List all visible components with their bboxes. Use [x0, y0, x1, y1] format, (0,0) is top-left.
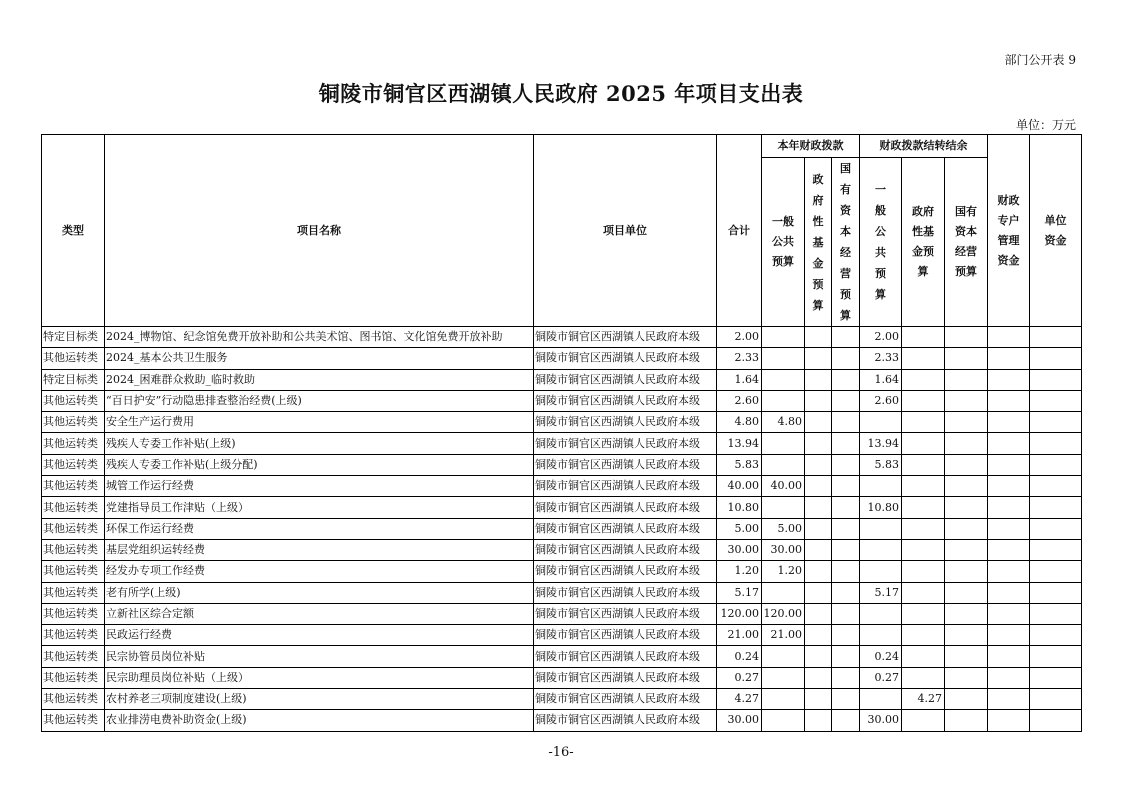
cell-type: 其他运转类 — [42, 646, 105, 667]
cell-current-fund — [805, 603, 832, 624]
header-carryover-group: 财政拨款结转结余 — [860, 135, 988, 158]
cell-project-name: 民政运行经费 — [105, 625, 534, 646]
cell-current-state-capital — [832, 582, 860, 603]
cell-current-fund — [805, 710, 832, 731]
cell-current-state-capital — [832, 603, 860, 624]
cell-project-name: 基层党组织运转经费 — [105, 539, 534, 560]
header-carry-general: 一般公共预算 — [860, 158, 902, 327]
cell-total: 0.27 — [717, 667, 762, 688]
cell-own-funds — [1030, 369, 1082, 390]
cell-special-account — [988, 561, 1030, 582]
cell-own-funds — [1030, 625, 1082, 646]
cell-carry-general — [860, 689, 902, 710]
cell-carry-state-capital — [945, 603, 988, 624]
cell-carry-state-capital — [945, 412, 988, 433]
cell-current-general — [762, 433, 805, 454]
cell-carry-state-capital — [945, 327, 988, 348]
cell-current-fund — [805, 390, 832, 411]
cell-current-state-capital — [832, 476, 860, 497]
cell-type: 特定目标类 — [42, 369, 105, 390]
cell-own-funds — [1030, 603, 1082, 624]
cell-current-general — [762, 454, 805, 475]
cell-own-funds — [1030, 433, 1082, 454]
header-project-name: 项目名称 — [105, 135, 534, 327]
cell-type: 其他运转类 — [42, 518, 105, 539]
cell-project-unit: 铜陵市铜官区西湖镇人民政府本级 — [534, 646, 717, 667]
header-project-unit: 项目单位 — [534, 135, 717, 327]
cell-own-funds — [1030, 710, 1082, 731]
cell-current-state-capital — [832, 667, 860, 688]
cell-carry-state-capital — [945, 539, 988, 560]
cell-current-fund — [805, 369, 832, 390]
cell-carry-state-capital — [945, 667, 988, 688]
cell-project-name: 立新社区综合定额 — [105, 603, 534, 624]
header-total: 合计 — [717, 135, 762, 327]
table-row — [42, 327, 1082, 348]
cell-carry-fund — [902, 433, 945, 454]
cell-project-unit: 铜陵市铜官区西湖镇人民政府本级 — [534, 476, 717, 497]
cell-current-state-capital — [832, 497, 860, 518]
cell-carry-fund: 4.27 — [902, 689, 945, 710]
cell-project-unit: 铜陵市铜官区西湖镇人民政府本级 — [534, 603, 717, 624]
table-row — [42, 582, 1082, 603]
cell-own-funds — [1030, 327, 1082, 348]
cell-current-state-capital — [832, 412, 860, 433]
cell-own-funds — [1030, 689, 1082, 710]
cell-current-state-capital — [832, 518, 860, 539]
cell-special-account — [988, 689, 1030, 710]
cell-project-unit: 铜陵市铜官区西湖镇人民政府本级 — [534, 454, 717, 475]
cell-project-unit: 铜陵市铜官区西湖镇人民政府本级 — [534, 710, 717, 731]
cell-project-unit: 铜陵市铜官区西湖镇人民政府本级 — [534, 348, 717, 369]
cell-type: 特定目标类 — [42, 327, 105, 348]
cell-own-funds — [1030, 476, 1082, 497]
cell-special-account — [988, 603, 1030, 624]
cell-total: 40.00 — [717, 476, 762, 497]
cell-current-state-capital — [832, 625, 860, 646]
cell-own-funds — [1030, 667, 1082, 688]
cell-current-state-capital — [832, 689, 860, 710]
cell-total: 2.00 — [717, 327, 762, 348]
table-row — [42, 348, 1082, 369]
cell-carry-fund — [902, 561, 945, 582]
cell-current-fund — [805, 625, 832, 646]
cell-project-unit: 铜陵市铜官区西湖镇人民政府本级 — [534, 433, 717, 454]
cell-carry-fund — [902, 646, 945, 667]
cell-carry-state-capital — [945, 454, 988, 475]
cell-total: 13.94 — [717, 433, 762, 454]
cell-carry-fund — [902, 539, 945, 560]
cell-project-name: 党建指导员工作津贴（上级） — [105, 497, 534, 518]
cell-current-general — [762, 646, 805, 667]
table-number-label: 部门公开表 9 — [1004, 53, 1076, 67]
table-row — [42, 476, 1082, 497]
cell-carry-fund — [902, 348, 945, 369]
table-row — [42, 689, 1082, 710]
cell-project-unit: 铜陵市铜官区西湖镇人民政府本级 — [534, 412, 717, 433]
cell-current-fund — [805, 667, 832, 688]
table-row — [42, 412, 1082, 433]
cell-type: 其他运转类 — [42, 348, 105, 369]
cell-carry-fund — [902, 412, 945, 433]
header-carry-fund: 政府性基金预算 — [902, 158, 945, 327]
project-expenditure-table — [41, 134, 1082, 732]
cell-carry-general — [860, 518, 902, 539]
cell-carry-general — [860, 625, 902, 646]
cell-project-name: 农业排涝电费补助资金(上级) — [105, 710, 534, 731]
cell-project-unit: 铜陵市铜官区西湖镇人民政府本级 — [534, 327, 717, 348]
cell-current-fund — [805, 646, 832, 667]
cell-type: 其他运转类 — [42, 561, 105, 582]
cell-own-funds — [1030, 412, 1082, 433]
cell-total: 30.00 — [717, 710, 762, 731]
cell-carry-fund — [902, 390, 945, 411]
cell-carry-state-capital — [945, 390, 988, 411]
cell-current-fund — [805, 348, 832, 369]
cell-total: 10.80 — [717, 497, 762, 518]
cell-carry-state-capital — [945, 348, 988, 369]
cell-project-unit: 铜陵市铜官区西湖镇人民政府本级 — [534, 667, 717, 688]
header-type: 类型 — [42, 135, 105, 327]
cell-current-fund — [805, 539, 832, 560]
cell-project-name: 城管工作运行经费 — [105, 476, 534, 497]
cell-project-unit: 铜陵市铜官区西湖镇人民政府本级 — [534, 390, 717, 411]
cell-total: 2.60 — [717, 390, 762, 411]
cell-carry-state-capital — [945, 497, 988, 518]
cell-type: 其他运转类 — [42, 454, 105, 475]
cell-type: 其他运转类 — [42, 582, 105, 603]
table-row — [42, 454, 1082, 475]
cell-carry-general: 0.27 — [860, 667, 902, 688]
cell-project-name: 2024_基本公共卫生服务 — [105, 348, 534, 369]
cell-project-unit: 铜陵市铜官区西湖镇人民政府本级 — [534, 561, 717, 582]
table-row — [42, 603, 1082, 624]
cell-current-fund — [805, 412, 832, 433]
cell-special-account — [988, 646, 1030, 667]
cell-project-unit: 铜陵市铜官区西湖镇人民政府本级 — [534, 369, 717, 390]
cell-carry-general: 2.00 — [860, 327, 902, 348]
cell-carry-general — [860, 603, 902, 624]
table-row — [42, 625, 1082, 646]
cell-type: 其他运转类 — [42, 625, 105, 646]
cell-current-state-capital — [832, 561, 860, 582]
cell-special-account — [988, 582, 1030, 603]
cell-type: 其他运转类 — [42, 497, 105, 518]
header-special-account: 财政专户管理资金 — [988, 135, 1030, 327]
table-row — [42, 710, 1082, 731]
cell-special-account — [988, 667, 1030, 688]
cell-project-name: 残疾人专委工作补贴(上级) — [105, 433, 534, 454]
cell-current-state-capital — [832, 646, 860, 667]
cell-current-fund — [805, 518, 832, 539]
cell-project-unit: 铜陵市铜官区西湖镇人民政府本级 — [534, 625, 717, 646]
cell-current-general: 120.00 — [762, 603, 805, 624]
cell-type: 其他运转类 — [42, 390, 105, 411]
cell-special-account — [988, 390, 1030, 411]
cell-project-name: 2024_博物馆、纪念馆免费开放补助和公共美术馆、图书馆、文化馆免费开放补助 — [105, 327, 534, 348]
cell-total: 2.33 — [717, 348, 762, 369]
cell-own-funds — [1030, 539, 1082, 560]
cell-carry-general — [860, 539, 902, 560]
cell-current-fund — [805, 561, 832, 582]
cell-carry-state-capital — [945, 476, 988, 497]
cell-carry-state-capital — [945, 518, 988, 539]
cell-current-state-capital — [832, 433, 860, 454]
cell-total: 21.00 — [717, 625, 762, 646]
cell-carry-fund — [902, 476, 945, 497]
cell-total: 4.27 — [717, 689, 762, 710]
cell-total: 1.64 — [717, 369, 762, 390]
cell-current-state-capital — [832, 327, 860, 348]
cell-own-funds — [1030, 348, 1082, 369]
cell-special-account — [988, 369, 1030, 390]
cell-current-fund — [805, 689, 832, 710]
table-row — [42, 646, 1082, 667]
cell-type: 其他运转类 — [42, 710, 105, 731]
cell-current-state-capital — [832, 454, 860, 475]
cell-project-unit: 铜陵市铜官区西湖镇人民政府本级 — [534, 497, 717, 518]
cell-type: 其他运转类 — [42, 412, 105, 433]
cell-type: 其他运转类 — [42, 476, 105, 497]
header-current-fund: 政府性基金预算 — [805, 158, 832, 327]
cell-current-general — [762, 710, 805, 731]
header-carry-state-capital: 国有资本经营预算 — [945, 158, 988, 327]
cell-carry-general: 10.80 — [860, 497, 902, 518]
table-row — [42, 518, 1082, 539]
cell-special-account — [988, 518, 1030, 539]
cell-own-funds — [1030, 646, 1082, 667]
cell-type: 其他运转类 — [42, 667, 105, 688]
cell-current-fund — [805, 454, 832, 475]
cell-current-general — [762, 582, 805, 603]
cell-own-funds — [1030, 454, 1082, 475]
cell-carry-state-capital — [945, 561, 988, 582]
cell-current-general — [762, 497, 805, 518]
cell-current-general — [762, 689, 805, 710]
cell-total: 120.00 — [717, 603, 762, 624]
table-row — [42, 539, 1082, 560]
cell-type: 其他运转类 — [42, 603, 105, 624]
cell-carry-general: 0.24 — [860, 646, 902, 667]
cell-current-fund — [805, 327, 832, 348]
cell-special-account — [988, 327, 1030, 348]
cell-total: 0.24 — [717, 646, 762, 667]
cell-current-general — [762, 390, 805, 411]
cell-type: 其他运转类 — [42, 539, 105, 560]
cell-project-unit: 铜陵市铜官区西湖镇人民政府本级 — [534, 689, 717, 710]
cell-current-state-capital — [832, 390, 860, 411]
cell-project-name: 民宗助理员岗位补贴（上级） — [105, 667, 534, 688]
cell-carry-fund — [902, 369, 945, 390]
table-row — [42, 561, 1082, 582]
cell-total: 4.80 — [717, 412, 762, 433]
cell-special-account — [988, 539, 1030, 560]
cell-current-general: 5.00 — [762, 518, 805, 539]
cell-carry-general: 13.94 — [860, 433, 902, 454]
unit-label: 单位：万元 — [1015, 118, 1076, 132]
table-row — [42, 369, 1082, 390]
cell-carry-state-capital — [945, 689, 988, 710]
cell-own-funds — [1030, 518, 1082, 539]
cell-current-fund — [805, 582, 832, 603]
cell-carry-general — [860, 561, 902, 582]
cell-project-name: “百日护安”行动隐患排查整治经费(上级) — [105, 390, 534, 411]
cell-current-general: 4.80 — [762, 412, 805, 433]
cell-carry-fund — [902, 667, 945, 688]
cell-current-fund — [805, 476, 832, 497]
cell-total: 5.00 — [717, 518, 762, 539]
table-row — [42, 433, 1082, 454]
cell-current-general: 40.00 — [762, 476, 805, 497]
cell-carry-general — [860, 412, 902, 433]
cell-special-account — [988, 710, 1030, 731]
cell-project-name: 安全生产运行费用 — [105, 412, 534, 433]
cell-carry-state-capital — [945, 625, 988, 646]
cell-total: 5.17 — [717, 582, 762, 603]
cell-project-unit: 铜陵市铜官区西湖镇人民政府本级 — [534, 539, 717, 560]
cell-project-name: 经发办专项工作经费 — [105, 561, 534, 582]
cell-carry-state-capital — [945, 646, 988, 667]
cell-type: 其他运转类 — [42, 689, 105, 710]
cell-total: 1.20 — [717, 561, 762, 582]
cell-carry-general: 5.83 — [860, 454, 902, 475]
cell-own-funds — [1030, 497, 1082, 518]
page-title: 铜陵市铜官区西湖镇人民政府 2025 年项目支出表 — [318, 81, 804, 106]
cell-project-name: 老有所学(上级) — [105, 582, 534, 603]
cell-carry-general — [860, 476, 902, 497]
cell-current-state-capital — [832, 348, 860, 369]
cell-special-account — [988, 497, 1030, 518]
cell-project-name: 环保工作运行经费 — [105, 518, 534, 539]
cell-current-fund — [805, 433, 832, 454]
cell-carry-general: 2.33 — [860, 348, 902, 369]
cell-carry-state-capital — [945, 369, 988, 390]
cell-carry-general: 30.00 — [860, 710, 902, 731]
header-current-state-capital: 国有资本经营预算 — [832, 158, 860, 327]
cell-current-general — [762, 667, 805, 688]
table-row — [42, 497, 1082, 518]
cell-special-account — [988, 433, 1030, 454]
cell-special-account — [988, 454, 1030, 475]
cell-project-unit: 铜陵市铜官区西湖镇人民政府本级 — [534, 518, 717, 539]
cell-project-unit: 铜陵市铜官区西湖镇人民政府本级 — [534, 582, 717, 603]
cell-carry-fund — [902, 710, 945, 731]
cell-current-general — [762, 369, 805, 390]
cell-special-account — [988, 412, 1030, 433]
header-own-funds: 单位资金 — [1030, 135, 1082, 327]
cell-special-account — [988, 476, 1030, 497]
cell-total: 5.83 — [717, 454, 762, 475]
cell-carry-general: 5.17 — [860, 582, 902, 603]
cell-carry-fund — [902, 497, 945, 518]
cell-special-account — [988, 348, 1030, 369]
cell-current-general: 30.00 — [762, 539, 805, 560]
cell-carry-fund — [902, 582, 945, 603]
cell-type: 其他运转类 — [42, 433, 105, 454]
cell-carry-fund — [902, 603, 945, 624]
cell-project-name: 2024_困难群众救助_临时救助 — [105, 369, 534, 390]
cell-current-general — [762, 348, 805, 369]
cell-current-general: 1.20 — [762, 561, 805, 582]
cell-own-funds — [1030, 582, 1082, 603]
cell-carry-state-capital — [945, 433, 988, 454]
cell-carry-fund — [902, 625, 945, 646]
cell-special-account — [988, 625, 1030, 646]
table-row — [42, 390, 1082, 411]
cell-current-fund — [805, 497, 832, 518]
cell-current-general: 21.00 — [762, 625, 805, 646]
cell-carry-fund — [902, 327, 945, 348]
cell-carry-fund — [902, 518, 945, 539]
cell-project-name: 民宗协管员岗位补贴 — [105, 646, 534, 667]
cell-project-name: 残疾人专委工作补贴(上级分配) — [105, 454, 534, 475]
cell-current-state-capital — [832, 710, 860, 731]
cell-carry-fund — [902, 454, 945, 475]
cell-current-state-capital — [832, 539, 860, 560]
cell-total: 30.00 — [717, 539, 762, 560]
table-row — [42, 667, 1082, 688]
cell-current-state-capital — [832, 369, 860, 390]
page-number: -16- — [548, 745, 574, 760]
cell-carry-general: 2.60 — [860, 390, 902, 411]
cell-own-funds — [1030, 561, 1082, 582]
cell-carry-state-capital — [945, 582, 988, 603]
header-current-year-group: 本年财政拨款 — [762, 135, 860, 158]
header-current-general: 一般公共预算 — [762, 158, 805, 327]
cell-own-funds — [1030, 390, 1082, 411]
cell-carry-state-capital — [945, 710, 988, 731]
cell-project-name: 农村养老三项制度建设(上级) — [105, 689, 534, 710]
cell-current-general — [762, 327, 805, 348]
cell-carry-general: 1.64 — [860, 369, 902, 390]
